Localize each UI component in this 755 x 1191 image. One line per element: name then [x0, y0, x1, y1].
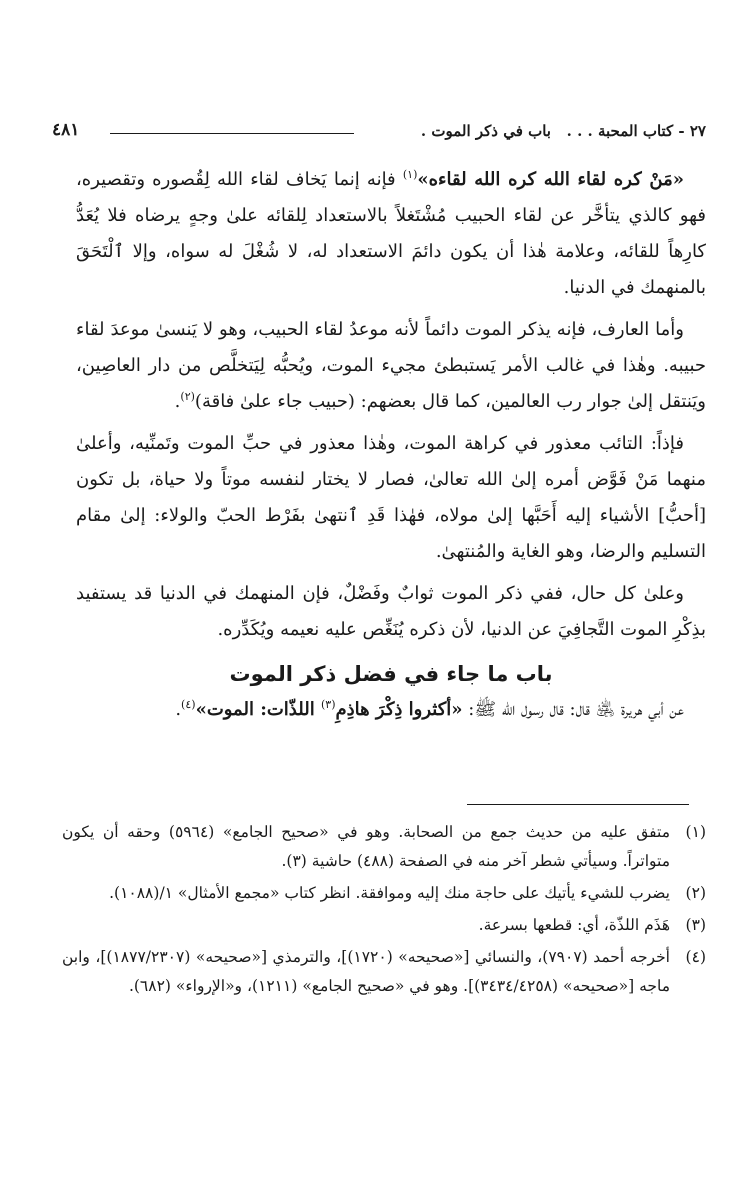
header-title: [421, 122, 706, 140]
footnotes: [62, 818, 706, 1004]
footnote-1: [62, 818, 706, 876]
footnote-ref-1: (١): [402, 168, 418, 181]
paragraph-5-start: عن أبي هريرة ﵁ قال: قال رسول الله ﷺ:: [462, 699, 684, 720]
page-number: ٤٨١: [52, 120, 80, 140]
hadith-quote-2a: «أكثروا ذِكْرَ هاذِمِ: [335, 699, 463, 720]
paragraph-2-end: .: [174, 391, 181, 412]
footnote-text: متفق عليه من حديث جمع من الصحابة. وهو في «صحيح الجامع» (٥٩٦٤) وحقه أن يكون متواتراً. وسيأتي شطر آخر منه في الصفحة (٤٨٨) حاشية (٣).: [62, 823, 671, 870]
footnote-number: (١): [685, 823, 706, 841]
section-heading: باب ما جاء في فضل ذكر الموت: [229, 662, 553, 686]
paragraph-4: وعلىٰ كل حال، ففي ذكر الموت ثوابٌ وفَضْلٌ، فإن المنهمك في الدنيا قد يستفيد بذِكْرِ الموت التَّجافِيَ عن الدنيا، لأن ذكره يُنَغِّص عليه نعيمه ويُكَدِّره.: [76, 583, 706, 640]
paragraph-5: [76, 692, 706, 728]
hadith-quote-2b: اللذّات: الموت»: [195, 699, 321, 720]
paragraph-5-end: .: [175, 699, 182, 720]
footnote-text: أخرجه أحمد (٧٩٠٧)، والنسائي [«صحيحه» (١٧٢٠)]، والترمذي [«صحيحه» (١٨٧٧/٢٣٠٧)]، وابن ماجه [«صحيحه» (٣٤٣٤/٤٢٥٨)]. وهو في «صحيح الجامع» (١٢١١)، و«الإرواء» (٦٨٢).: [62, 948, 670, 995]
footnote-text: يضرب للشيء يأتيك على حاجة منك إليه وموافقة. انظر كتاب «مجمع الأمثال» ١/(١٠٨٨).: [109, 884, 670, 902]
footnote-text: هَذَم اللذّة، أي: قطعها بسرعة.: [478, 916, 670, 934]
footnote-rule: [467, 804, 689, 805]
footnote-number: (٤): [685, 948, 706, 966]
main-text: [76, 162, 706, 728]
running-header: [52, 118, 706, 148]
hadith-quote: «مَنْ كره لقاء الله كره الله لقاءه»: [417, 169, 685, 190]
footnote-number: (٣): [685, 916, 706, 934]
footnote-4: [62, 943, 706, 1001]
header-section: باب في ذكر الموت .: [420, 122, 551, 140]
footnote-ref-3: (٣): [320, 698, 336, 711]
footnote-ref-4: (٤): [181, 698, 196, 711]
footnote-number: (٢): [685, 884, 706, 902]
footnote-ref-2: (٢): [180, 390, 195, 403]
paragraph-3: فإذاً: التائب معذور في كراهة الموت، وهٰذا معذور في حبِّ الموت وتَمنِّيه، وأعلىٰ منهما مَنْ فَوَّض أمره إلىٰ الله تعالىٰ، فصار لا يختار لنفسه موتاً ولا حياة، بل تكون [أحبُّ] الأشياء إليه أَحَبَّها إلىٰ مولاه، فهٰذا قَدِ ٱنتهىٰ بفَرْط الحبّ والولاء: إلىٰ مقام التسليم والرضا، وهو الغاية والمُنتهىٰ.: [76, 433, 706, 562]
paragraph-1: [76, 162, 706, 306]
paragraph-2-text: وأما العارف، فإنه يذكر الموت دائماً لأنه موعدُ لقاء الحبيب، وهو لا يَنسىٰ موعدَ لقاء حبيبه. وهٰذا في غالب الأمر يَستبطئ مجيء الموت، ويُحبُّه لِيَتخلَّص من دار العاصِين، ويَنتقل إلىٰ جوار رب العالمين، كما قال بعضهم: (حبيب جاء علىٰ فاقة): [76, 319, 706, 412]
header-chapter: ٢٧ - كتاب المحبة . . .: [566, 122, 706, 140]
footnote-2: [62, 879, 706, 908]
paragraph-2: [76, 312, 706, 420]
footnote-3: [62, 911, 706, 940]
paragraph-1-text: فإنه إنما يَخاف لقاء الله لِقُصوره وتقصيره، فهو كالذي يتأخَّر عن لقاء الحبيب مُشْتَغلاً بالاستعداد لِلقائه علىٰ وجهٍ يرضاه فلا يُعَدُّ كارِهاً للقائه، وعلامة هٰذا أن يكون دائمَ الاستعداد له، لا شُغْلَ له سواه، وإلا ٱلْتَحَقَ بالمنهمك في الدنيا.: [76, 169, 706, 298]
header-rule: [110, 133, 354, 134]
